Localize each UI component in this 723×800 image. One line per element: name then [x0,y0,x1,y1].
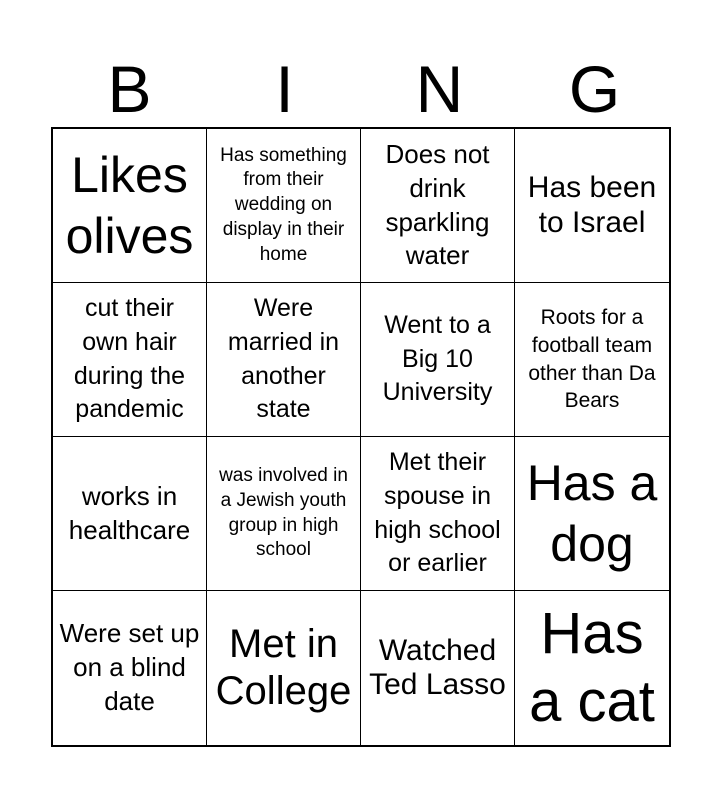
bingo-cell-text: Has been to Israel [527,171,657,239]
header-letter-i: I [275,52,294,126]
bingo-cell[interactable] [53,283,207,437]
header-letter-b: B [107,52,152,126]
bingo-cell-text: cut their own hair during the pandemic [73,294,186,424]
bingo-cell-text: works in healthcare [68,480,191,545]
bingo-cell[interactable] [53,437,207,591]
bingo-cell[interactable] [515,437,669,591]
bingo-cell-text: Has something from their wedding on display in their home [220,144,347,265]
bingo-cell[interactable] [361,283,515,437]
bingo-cell[interactable] [361,437,515,591]
bingo-cell-text: Met their spouse in high school or earlier [374,448,501,578]
bingo-cell-text: Likes olives [65,146,194,264]
bingo-cell-text: Does not drink sparkling water [385,138,490,271]
bingo-cell-text: was involved in a Jewish youth group in high school [219,465,348,561]
bingo-cell[interactable] [53,129,207,283]
bingo-cell[interactable] [207,283,361,437]
bingo-cell[interactable] [207,591,361,745]
bingo-cell-text: Were set up on a blind date [59,618,200,716]
bingo-cell-text: Watched Ted Lasso [369,633,506,701]
bingo-cell-text: Roots for a football team other than Da Bears [528,305,656,413]
bingo-cell-text: Met in College [215,621,352,713]
bingo-cell[interactable] [207,129,361,283]
bingo-cell[interactable] [207,437,361,591]
header-letter-g: G [568,52,621,126]
bingo-cell-text: Has a cat [529,600,655,734]
bingo-header [52,50,672,128]
bingo-cell[interactable] [515,591,669,745]
bingo-board [51,127,671,747]
bingo-cell-text: Were married in another state [227,294,340,424]
bingo-cell[interactable] [361,591,515,745]
bingo-cell-text: Has a dog [526,454,658,572]
bingo-cell-text: Went to a Big 10 University [382,310,493,407]
header-letter-n: N [415,52,464,126]
bingo-cell[interactable] [361,129,515,283]
bingo-cell[interactable] [515,129,669,283]
bingo-cell[interactable] [53,591,207,745]
bingo-cell[interactable] [515,283,669,437]
